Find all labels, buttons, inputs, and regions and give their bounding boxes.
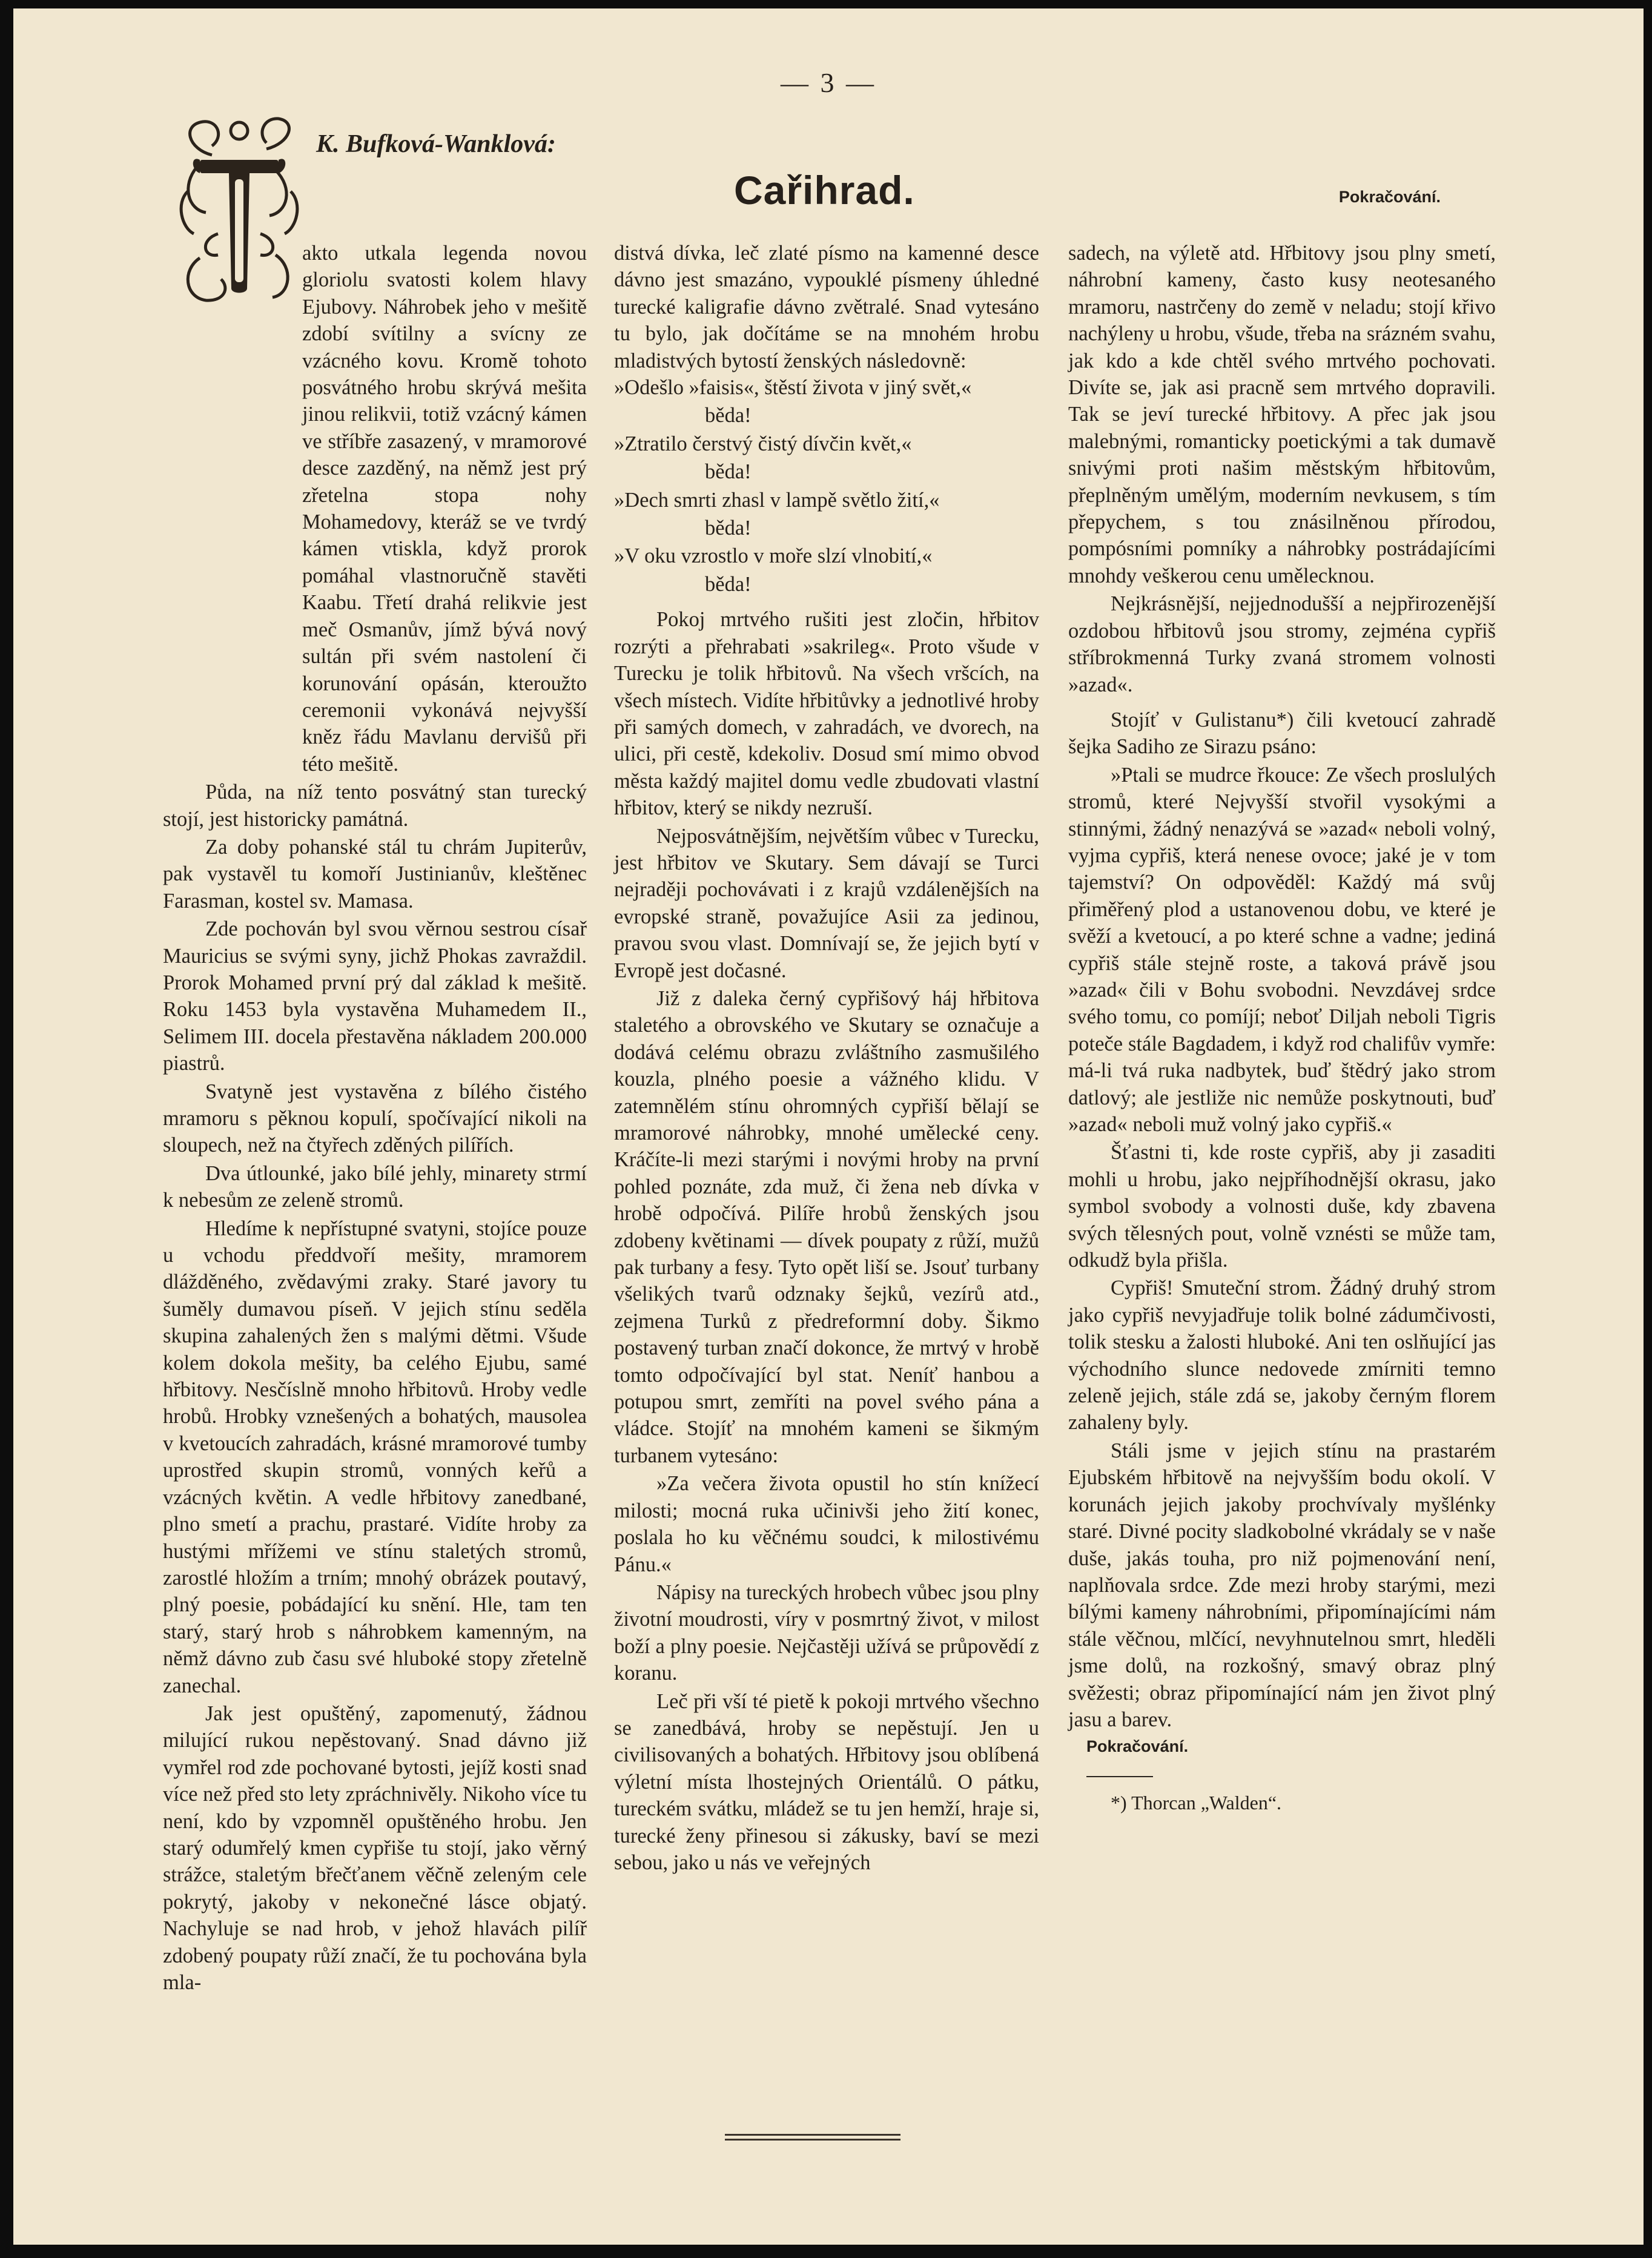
page-number: — 3 —: [781, 67, 876, 98]
paragraph: Jak jest opuštěný, zapomenutý, žádnou milující rukou nepěstovaný. Snad dávno již vymřel rod zde pochované bytosti, jejíž kosti snad více než před sto lety zpráchnivěly. Nikoho více tu není, kdo by vzpomněl opuštěného hrobu. Jen starý odumřelý kmen cypřiše tu stojí, jako věrný strážce, staletým břečťanem věčně zeleným cele pokrytý, jakoby v nekonečné lásce objatý. Nachyluje se nad hrob, v jehož hlavách pilíř zdobený poupaty růží značí, že tu pochována byla mla-: [163, 1702, 587, 1994]
end-rule-line: [725, 2134, 900, 2136]
paragraph: Nápisy na tureckých hrobech vůbec jsou plny životní moudrosti, víry v posmrtný život, v milost boží a plny poesie. Nejčastěji užívá se průpovědí z koranu.: [614, 1580, 1039, 1685]
continuation-note-bottom: Pokračování.: [1086, 1737, 1189, 1756]
paragraph: Již z daleka černý cypřišový háj hřbitova staletého a obrovského ve Skutary se označuje a dodává celému obrazu zvláštního zasmušilého kouzla, plného poesie a vážného klidu. V zatemnělém stínu ohromných cypřiší bělají se mramorové náhrobky, mnohé umělecké ceny. Kráčíte-li mezi starými i novými hroby na první pohled poznáte, zda muž, či žena neb dívka v hrobě odpočívá. Pilíře hrobů ženských jsou zdobeny květinami — dívek poupaty z růží, mužů pak turbany a fesy. Tyto opět liší se. Jsouť turbany všelikých tvarů odznaky šejků, vezírů atd., zejmena Turků z předreformní doby. Šikmo postavený turban značí dokonce, že mrtvý v hrobě tomto odpočívající byl stat. Neníť hanbou a potupou smrt, zemříti na povel svého pána a vládce. Stojíť na mnohém kameni se šikmým turbanem vytesáno:: [614, 986, 1039, 1467]
poem-refrain: běda!: [705, 404, 752, 428]
poem-refrain: běda!: [705, 517, 752, 540]
paragraph: »Za večera života opustil ho stín knížecí milosti; mocná ruka učinivši jeho žití konec, poslala ho ku věčnému soudci, k milostivému Pánu.«: [614, 1472, 1039, 1576]
poem-line: »Odešlo »faisis«, štěstí života v jiný svět,«: [614, 376, 972, 400]
poem-refrain: běda!: [705, 572, 752, 596]
poem-line: »Dech smrti zhasl v lampě světlo žití,«: [614, 488, 940, 512]
paragraph: Svatyně jest vystavěna z bílého čistého mramoru s pěknou kopulí, spočívající nikoli na sloupech, než na čtyřech zděných pilířích.: [163, 1080, 587, 1157]
paragraph: »Ptali se mudrce řkouce: Ze všech proslulých stromů, které Nejvyšší stvořil vysokými a stinnými, žádný nenazývá se »azad« neboli volný, vyjma cypřiš, která nenese ovoce; jaké je v tom tajemství? On odpověděl: Každý má svůj přiměřený plod a ustanovenou dobu, ve které je svěží a kvetoucí, a po které schne a vadne; jediná cypřiš stále stejně roste, a taková právě jsou »azad« čili v Bohu svobodni. Nevzdávej srdce svého tomu, co pomíjí; neboť Diljah neboli Tigris poteče stále Bagdadem, i když rod chalifův vymře: má-li tvá ruka nadbytek, buď štědrý jako strom datlový; ale jestliže nic nemůže poskytnouti, buď »azad« neboli muž volný jako cypřiš.«: [1068, 763, 1496, 1136]
paragraph: Leč při vší té pietě k pokoji mrtvého všechno se zanedbává, hroby se nepěstují. Jen u civilisovaných a bohatých. Hřbitovy jsou oblíbená výletní místa lhostejných Orientálů. O pátku, tureckém svátku, mládež se tu jen hemží, hraje si, turecké ženy přinesou si zákusky, baví se mezi sebou, jako u nás ve veřejných: [614, 1689, 1039, 1874]
paragraph: Cypřiš! Smuteční strom. Žádný druhý strom jako cypřiš nevyjadřuje tolik bolné zádumčivosti, tolik stesku a žalosti hluboké. Ani ten oslňující jas východního slunce nedovede zmírniti temno zeleně jejich, stále zdá se, jakoby černým florem zahaleny byly.: [1068, 1276, 1496, 1434]
end-rule: [725, 2134, 900, 2144]
paragraph: Nejposvátnějším, největším vůbec v Turecku, jest hřbitov ve Skutary. Sem dávají se Turci nejraději pochovávati i z krajů vzdálenějších na evropské straně, považujíce Asii za jedinou, pravou svou vlast. Domnívají se, že jejich bytí v Evropě jest dočasné.: [614, 824, 1039, 982]
paragraph: Hledíme k nepřístupné svatyni, stojíce pouze u vchodu předdvoří mešity, mramorem dlážděného, zvědavými zraky. Staré javory tu šuměly dumavou píseň. V jejich stínu seděla skupina zahalených žen s malými dětmi. Všude kolem dokola mešity, ba celého Ejubu, samé hřbitovy. Nesčíslně mnoho hřbitovů. Hroby vedle hrobů. Hrobky vznešených a bohatých, mausolea v kvetoucích zahradách, krásné mramorové tumby uprostřed skupin stromů, vonných keřů a vzácných květin. A vedle hřbitovy zanedbané, plno smetí a prachu, prastaré. Vidíte hroby za hustými mřížemi ve stínu staletých stromů, zarostlé hložím a trním; mnohý obrázek poutavý, plný poesie, pobádající ku snění. Hle, tam ten starý, starý hrob s náhrobkem kamenným, na němž dávno zub času své hluboké stopy zřetelně zanechal.: [163, 1216, 587, 1697]
paragraph: Za doby pohanské stál tu chrám Jupiterův, pak vystavěl tu komoří Justinianův, kleštěnec Farasman, kostel sv. Mamasa.: [163, 835, 587, 913]
paragraph: Stojíť v Gulistanu*) čili kvetoucí zahradě šejka Sadiho ze Sirazu psáno:: [1068, 708, 1496, 759]
article-title: Cařihrad.: [734, 168, 915, 213]
paragraph: Stáli jsme v jejich stínu na prastarém Ejubském hřbitově na nejvyšším bodu okolí. V korunách jejich jakoby prochvívaly myšlénky staré. Divné pocity sladkobolné vkrádaly se v naše duše, jakás touha, pro niž pojmenování není, naplňovala srdce. Zde mezi hroby starými, mezi bílými kameny náhrobními, připomínajícími nám stále věčnou, mlčící, nevyhnutelnou smrt, hleděli jsme dolů, na rozkošný, smavý obraz plný svěžesti; obraz připomínající nám jen život plný jasu a barev.: [1068, 1439, 1496, 1731]
paragraph: distvá dívka, leč zlaté písmo na kamenné desce dávno jest smazáno, vypouklé písmeny úhledné turecké kaligrafie dávno zvětralé. Snad vytesáno tu bylo, jak dočítáme se na mnohém hrobu mladistvých bytostí ženských následovně:: [614, 242, 1039, 372]
poem-line: »Ztratilo čerstvý čistý dívčin květ,«: [614, 432, 912, 455]
paragraph: Půda, na níž tento posvátný stan turecký stojí, jest historicky památná.: [163, 781, 587, 831]
poem-line: »V oku vzrostlo v moře slzí vlnobití,«: [614, 544, 933, 568]
paragraph: Pokoj mrtvého rušiti jest zločin, hřbitov rozrýti a přehrabati »sakrileg«. Proto všude v Turecku je tolik hřbitovů. Na všech vršcích, na všech místech. Vidíte hřbitůvky a jednotlivé hroby při samých domech, v zahradách, ve dvorech, na ulici, při cestě, kdekoliv. Dosud smí mimo obvod města každý majitel domu vedle zbudovati vlastní hřbitov, který se nikdy nezruší.: [614, 608, 1039, 820]
column-2: [614, 240, 1039, 1876]
poem-refrain: běda!: [705, 460, 752, 484]
footnote-divider: [1086, 1776, 1153, 1777]
paragraph: Nejkrásnější, nejjednodušší a nejpřirozenější ozdobou hřbitovů jsou stromy, zejména cypřiš stříbrokmenná Turky zvaná stromem volnosti »azad«.: [1068, 592, 1496, 696]
paragraph: sadech, na výletě atd. Hřbitovy jsou plny smetí, náhrobní kameny, často kusy neotesaného mramoru, nastrčeny do země v neladu; stojí křivo nachýleny u hrobu, všude, třeba na srázném svahu, jak kdo a kde chtěl svého mrtvého pochovati. Divíte se, jak asi pracně sem mrtvého dopravili. Tak se jeví turecké hřbitovy. A přec jak jsou malebnými, romanticky poetickými a tak dumavě snivými proti našim městským hřbitovům, přeplněným umělým, moderním nevkusem, s tím přepychem, s tou znásilněnou přírodou, pompósními pomníky a náhrobky postrádajícími mnohdy veškerou cenu umělecknou.: [1068, 242, 1496, 587]
continuation-note-top: Pokračování.: [1338, 188, 1441, 206]
column-3: [1068, 240, 1496, 1816]
paragraph: Šťastni ti, kde roste cypřiš, aby ji zasaditi mohli u hrobu, jako nejpříhodnější okrasu, jako symbol svobody a volnosti duše, kdy zbavena svých tělesných pout, volně vznésti se může tam, odkudž byla přišla.: [1068, 1141, 1496, 1272]
paragraph: Dva útlounké, jako bílé jehly, minarety strmí k nebesům ze zeleně stromů.: [163, 1161, 587, 1212]
footnote: *) Thorcan „Walden“.: [1111, 1791, 1282, 1814]
paragraph: Zde pochován byl svou věrnou sestrou císař Mauricius se svými syny, jichž Phokas zavraždil. Prorok Mohamed první prý dal základ k mešitě. Roku 1453 byla vystavěna Muhamedem II., Selimem III. docela přestavěna nákladem 200.000 piastrů.: [163, 917, 587, 1075]
end-rule-line: [725, 2139, 900, 2141]
paragraph: akto utkala legenda novou gloriolu svatosti kolem hlavy Ejubovy. Náhrobek jeho v mešitě zdobí svítilny a svícny ze vzácného kovu. Kromě tohoto posvátného hrobu skrývá mešita jinou relikvii, totiž vzácný kámen ve stříbře zasazený, v mramorové desce zazděný, na němž jest prý zřetelna stopa nohy Mohamedovy, kteráž se ve tvrdý kámen vtiskla, když prorok pomáhal vlastnoručně stavěti Kaabu. Třetí drahá relikvie jest meč Osmanův, jímž bývá nový sultán při svém nastolení či korunování opásán, kteroužto ceremonii vykonává nejvyšší kněz řádu Mavlanu dervišů při této mešitě.: [302, 242, 587, 776]
epitaph-poem: [614, 374, 1039, 598]
column-1: [163, 240, 587, 1996]
author-name: K. Bufková-Wanklová:: [316, 130, 556, 158]
